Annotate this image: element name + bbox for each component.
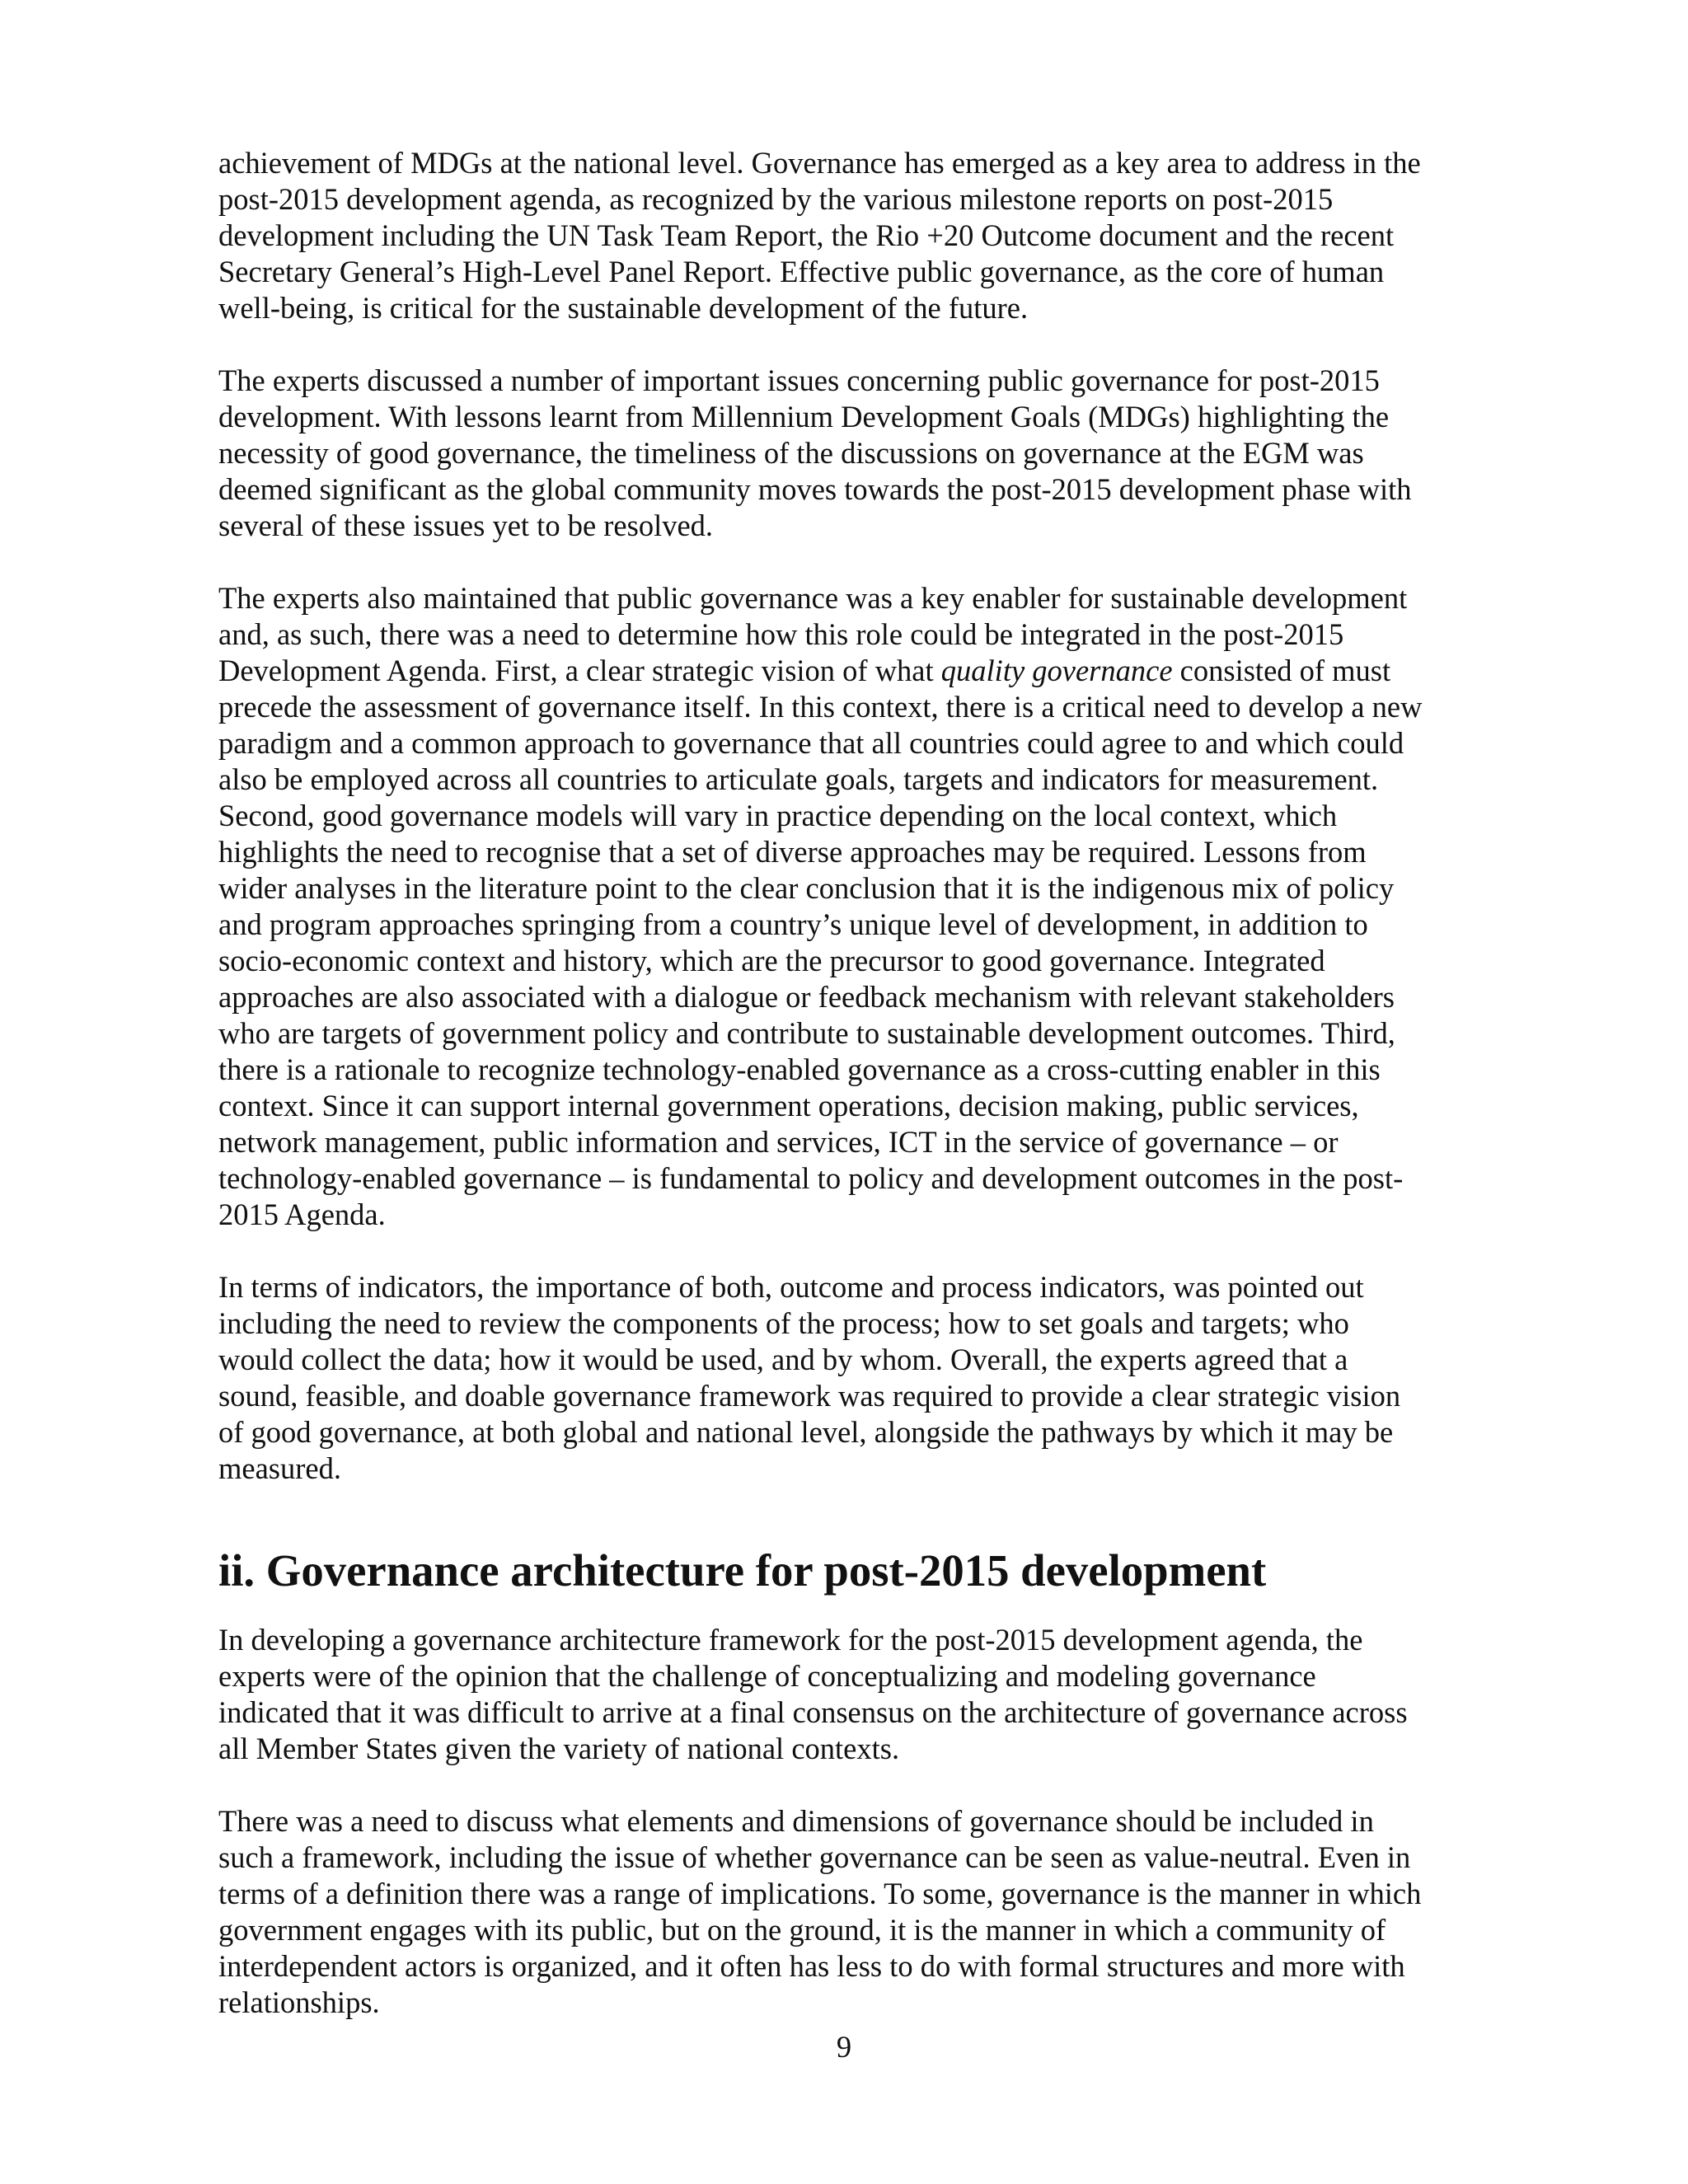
paragraph-4 — [218, 1269, 1488, 1487]
page-content — [218, 145, 1488, 2057]
text-line: development including the UN Task Team Report, the Rio +20 Outcome document and the recent — [218, 218, 1395, 252]
text-line: experts were of the opinion that the challenge of conceptualizing and modeling governance — [218, 1659, 1316, 1693]
text-line: development. With lessons learnt from Millennium Development Goals (MDGs) highlighting the — [218, 400, 1390, 434]
text-line: approaches are also associated with a dialogue or feedback mechanism with relevant stakeholders — [218, 980, 1395, 1014]
text-line: who are targets of government policy and contribute to sustainable development outcomes. Third, — [218, 1016, 1395, 1050]
text-line: well-being, is critical for the sustainable development of the future. — [218, 291, 1029, 325]
text-line: post-2015 development agenda, as recognized by the various milestone reports on post-2015 — [218, 182, 1334, 216]
text-line: wider analyses in the literature point to the clear conclusion that it is the indigenous mix of policy — [218, 871, 1395, 905]
text-line: all Member States given the variety of national contexts. — [218, 1732, 900, 1765]
text-line: The experts discussed a number of important issues concerning public governance for post-2015 — [218, 363, 1380, 397]
section-paragraph-2 — [218, 1803, 1488, 2021]
text-line: indicated that it was difficult to arrive at a final consensus on the architecture of governance across — [218, 1695, 1408, 1729]
text-line: also be employed across all countries to articulate goals, targets and indicators for measurement. — [218, 762, 1379, 796]
text-line: several of these issues yet to be resolved. — [218, 509, 714, 542]
text-line: There was a need to discuss what elements and dimensions of governance should be included in — [218, 1804, 1374, 1838]
text-line: highlights the need to recognise that a set of diverse approaches may be required. Lessons from — [218, 835, 1367, 869]
text-line: achievement of MDGs at the national level. Governance has emerged as a key area to address in the — [218, 146, 1421, 180]
text-line: network management, public information and services, ICT in the service of governance – or — [218, 1125, 1339, 1159]
italic-phrase: quality governance — [940, 654, 1173, 687]
text-line: The experts also maintained that public governance was a key enabler for sustainable development — [218, 581, 1408, 615]
text-line: government engages with its public, but on the ground, it is the manner in which a community of — [218, 1913, 1386, 1947]
text-line: there is a rationale to recognize technology-enabled governance as a cross-cutting enabler in this — [218, 1052, 1381, 1086]
text-line: Secretary General’s High-Level Panel Report. Effective public governance, as the core of human — [218, 255, 1385, 288]
section-paragraph-1 — [218, 1622, 1488, 1767]
text-line: deemed significant as the global community moves towards the post-2015 development phase with — [218, 472, 1412, 506]
text-line: 2015 Agenda. — [218, 1197, 386, 1231]
paragraph-1 — [218, 145, 1488, 326]
text-line: context. Since it can support internal government operations, decision making, public services, — [218, 1089, 1359, 1122]
text-line: terms of a definition there was a range of implications. To some, governance is the manner in which — [218, 1877, 1422, 1910]
text-line: interdependent actors is organized, and it often has less to do with formal structures and more with — [218, 1949, 1405, 1983]
text-line: would collect the data; how it would be used, and by whom. Overall, the experts agreed that a — [218, 1343, 1348, 1376]
text-line: and, as such, there was a need to determine how this role could be integrated in the post-2015 — [218, 617, 1344, 651]
text-line: including the need to review the components of the process; how to set goals and targets; who — [218, 1306, 1349, 1340]
text-line: such a framework, including the issue of whether governance can be seen as value-neutral. Even in — [218, 1840, 1411, 1874]
section-heading: ii. Governance architecture for post-2015 development — [218, 1545, 1267, 1596]
text-segment: consisted of must — [1172, 654, 1391, 687]
text-line: necessity of good governance, the timeliness of the discussions on governance at the EGM was — [218, 436, 1364, 470]
text-line: In developing a governance architecture framework for the post-2015 development agenda, the — [218, 1623, 1363, 1657]
text-line: socio-economic context and history, which are the precursor to good governance. Integrated — [218, 944, 1325, 977]
text-line-with-italic — [218, 653, 1488, 689]
paragraph-2 — [218, 363, 1488, 544]
text-line: precede the assessment of governance itself. In this context, there is a critical need to develop a new — [218, 690, 1423, 724]
text-line: In terms of indicators, the importance of both, outcome and process indicators, was pointed out — [218, 1270, 1364, 1304]
text-segment: Development Agenda. First, a clear strategic vision of what — [218, 654, 941, 687]
paragraph-3 — [218, 580, 1488, 1233]
text-line: of good governance, at both global and national level, alongside the pathways by which it may be — [218, 1415, 1394, 1449]
text-line: technology-enabled governance – is fundamental to policy and development outcomes in the post- — [218, 1161, 1404, 1195]
page-number: 9 — [836, 2030, 852, 2064]
text-line: and program approaches springing from a country’s unique level of development, in addition to — [218, 907, 1368, 941]
text-line: sound, feasible, and doable governance framework was required to provide a clear strategic vision — [218, 1379, 1401, 1413]
text-line: paradigm and a common approach to governance that all countries could agree to and which could — [218, 726, 1404, 760]
text-line: measured. — [218, 1451, 341, 1485]
text-line: Second, good governance models will vary in practice depending on the local context, which — [218, 799, 1338, 832]
text-line: relationships. — [218, 1985, 380, 2019]
